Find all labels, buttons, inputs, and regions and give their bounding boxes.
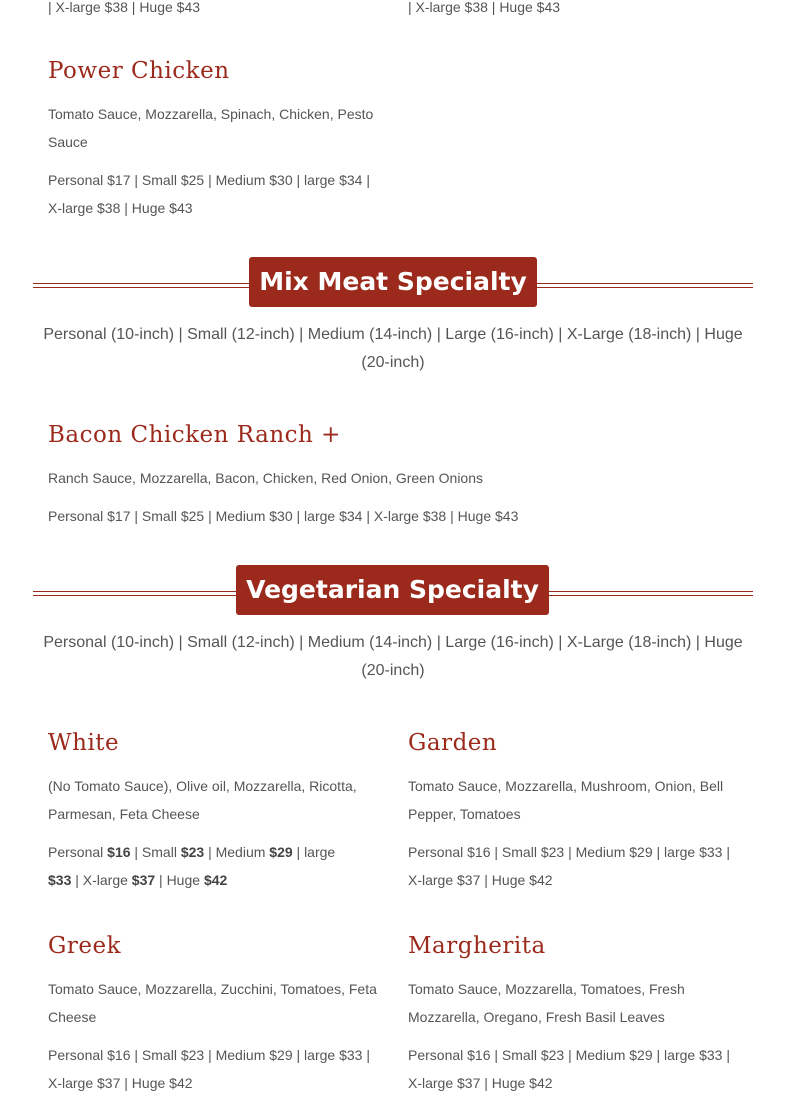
item-title-garden: Garden [408,730,498,756]
prev-item-price-right: | X-large $38 | Huge $43 [408,0,561,15]
item-price-white: Personal $16 | Small $23 | Medium $29 | large $33 | X-large $37 | Huge $42 [48,844,336,888]
item-title-white: White [48,730,120,756]
item-title-power-chicken: Power Chicken [48,58,230,84]
item-desc-power-chicken: Tomato Sauce, Mozzarella, Spinach, Chicken, Pesto Sauce [48,106,374,150]
item-price-greek: Personal $16 | Small $23 | Medium $29 | large $33 | X-large $37 | Huge $42 [48,1047,370,1091]
item-title-margherita: Margherita [408,933,546,959]
section-heading-mix-meat: Mix Meat Specialty [249,257,537,307]
item-desc-margherita: Tomato Sauce, Mozzarella, Tomatoes, Fresh Mozzarella, Oregano, Fresh Basil Leaves [408,981,685,1025]
item-price-bacon-chicken-ranch: Personal $17 | Small $25 | Medium $30 | large $34 | X-large $38 | Huge $43 [48,508,519,524]
prev-item-price-left: | X-large $38 | Huge $43 [48,0,201,15]
item-desc-bacon-chicken-ranch: Ranch Sauce, Mozzarella, Bacon, Chicken, Red Onion, Green Onions [48,470,484,486]
item-desc-white: (No Tomato Sauce), Olive oil, Mozzarella, Ricotta, Parmesan, Feta Cheese [48,778,357,822]
size-list-mix-meat: Personal (10-inch) | Small (12-inch) | Medium (14-inch) | Large (16-inch) | X-Large (18-inch) | Huge (20-inch) [43,326,743,371]
item-price-power-chicken: Personal $17 | Small $25 | Medium $30 | large $34 | X-large $38 | Huge $43 [48,172,370,216]
size-list-vegetarian: Personal (10-inch) | Small (12-inch) | Medium (14-inch) | Large (16-inch) | X-Large (18-inch) | Huge (20-inch) [43,634,743,679]
item-price-garden: Personal $16 | Small $23 | Medium $29 | large $33 | X-large $37 | Huge $42 [408,844,730,888]
section-heading-vegetarian: Vegetarian Specialty [236,565,549,615]
item-desc-garden: Tomato Sauce, Mozzarella, Mushroom, Onion, Bell Pepper, Tomatoes [408,778,724,822]
item-desc-greek: Tomato Sauce, Mozzarella, Zucchini, Tomatoes, Feta Cheese [48,981,377,1025]
item-title-bacon-chicken-ranch: Bacon Chicken Ranch + [48,422,341,448]
item-title-greek: Greek [48,933,122,959]
item-price-margherita: Personal $16 | Small $23 | Medium $29 | large $33 | X-large $37 | Huge $42 [408,1047,730,1091]
